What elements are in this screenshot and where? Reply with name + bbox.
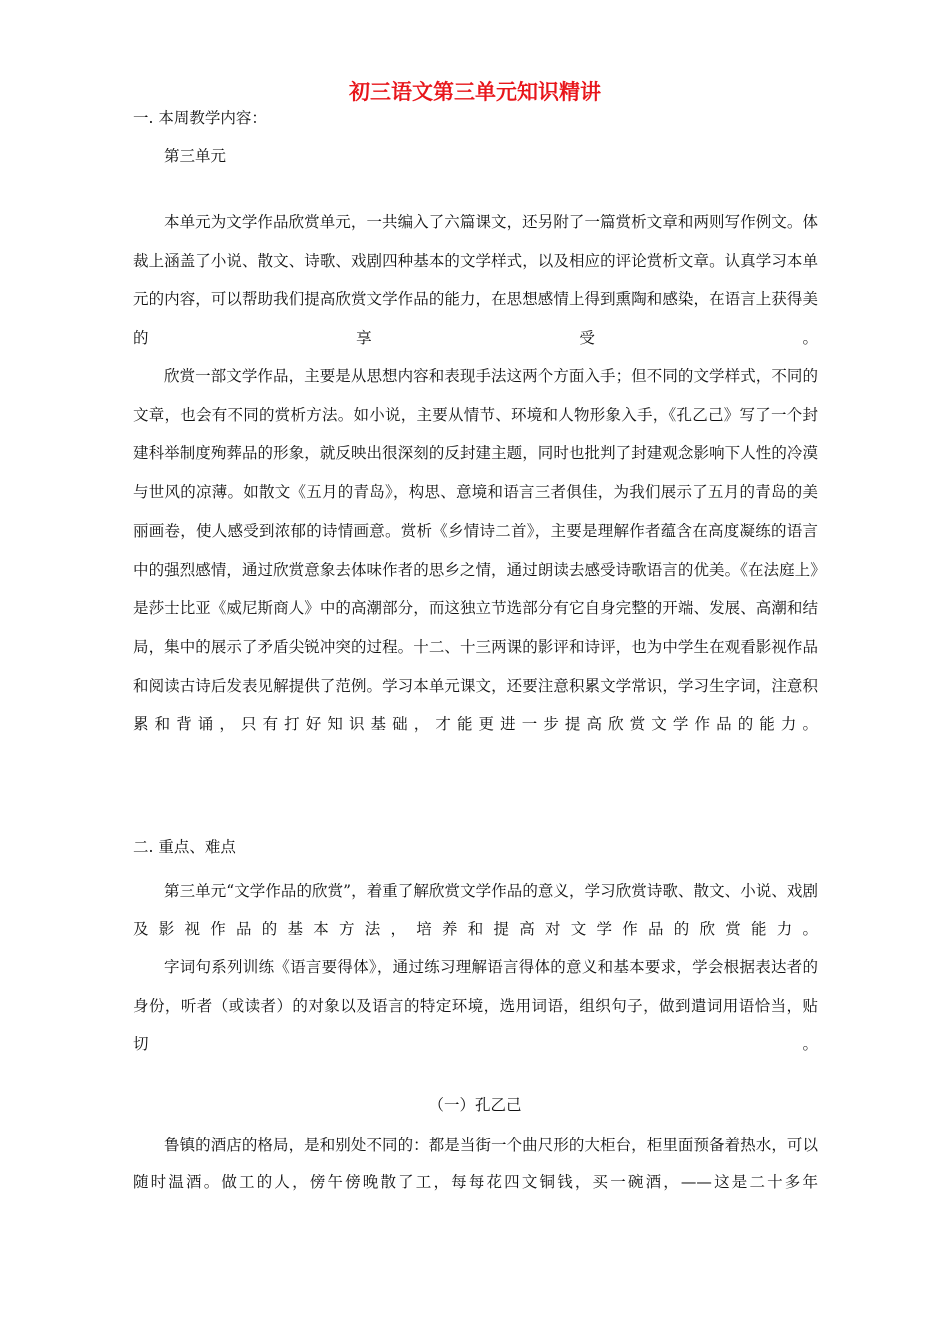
text-title-kongyiji: （一）孔乙己 <box>428 1096 522 1114</box>
kongyiji-paragraph: 鲁镇的酒店的格局，是和别处不同的：都是当街一个曲尺形的大柜台，柜里面预备着热水，可以随时温酒。做工的人，傍午傍晚散了工，每每花四文铜钱，买一碗酒，——这是二十多年 <box>133 1136 818 1191</box>
appreciation-paragraph: 欣赏一部文学作品，主要是从思想内容和表现手法这两个方面入手；但不同的文学样式，不同的文章，也会有不同的赏析方法。如小说，主要从情节、环境和人物形象入手，《孔乙己》写了一个封建科举制度殉葬品的形象，就反映出很深刻的反封建主题，同时也批判了封建观念影响下人性的冷漠与世风的凉薄。如散文《五月的青岛》，构思、意境和语言三者俱佳，为我们展示了五月的青岛的美丽画卷，使人感受到浓郁的诗情画意。赏析《乡情诗二首》，主要是理解作者蕴含在高度凝练的语言中的强烈感情，通过欣赏意象去体味作者的思乡之情，通过朗读去感受诗歌语言的优美。《在法庭上》是莎士比亚《威尼斯商人》中的高潮部分，而这独立节选部分有它自身完整的开端、发展、高潮和结局，集中的展示了矛盾尖锐冲突的过程。十二、十三两课的影评和诗评，也为中学生在观看影视作品和阅读古诗后发表见解提供了范例。学习本单元课文，还要注意积累文学常识，学习生字词，注意积累和背诵，只有打好知识基础，才能更进一步提高欣赏文学作品的能力。 <box>133 367 818 734</box>
intro-paragraph: 本单元为文学作品欣赏单元，一共编入了六篇课文，还另附了一篇赏析文章和两则写作例文。体裁上涵盖了小说、散文、诗歌、戏剧四种基本的文学样式，以及相应的评论赏析文章。认真学习本单元的内容，可以帮助我们提高欣赏文学作品的能力，在思想感情上得到熏陶和感染，在语言上获得美的享受。 <box>133 213 818 347</box>
kongyiji-paragraph-block <box>133 1127 818 1201</box>
appreciation-paragraph-block <box>133 357 818 744</box>
unit-label: 第三单元 <box>164 147 227 165</box>
training-paragraph: 字词句系列训练《语言要得体》，通过练习理解语言得体的意义和基本要求，学会根据表达者的身份，听者（或读者）的对象以及语言的特定环境，选用词语，组织句子，做到遣词用语恰当，贴切。 <box>133 958 818 1053</box>
section-heading-key-points: 二. 重点、难点 <box>133 838 236 856</box>
section-heading-content: 一. 本周教学内容： <box>133 109 267 127</box>
training-paragraph-block <box>133 948 818 1064</box>
intro-paragraph-block <box>133 203 818 357</box>
key-points-paragraph-block <box>133 872 818 948</box>
key-points-paragraph: 第三单元“文学作品的欣赏”，着重了解欣赏文学作品的意义，学习欣赏诗歌、散文、小说、戏剧及影视作品的基本方法，培养和提高对文学作品的欣赏能力。 <box>133 882 818 938</box>
document-title: 初三语文第三单元知识精讲 <box>349 80 601 104</box>
